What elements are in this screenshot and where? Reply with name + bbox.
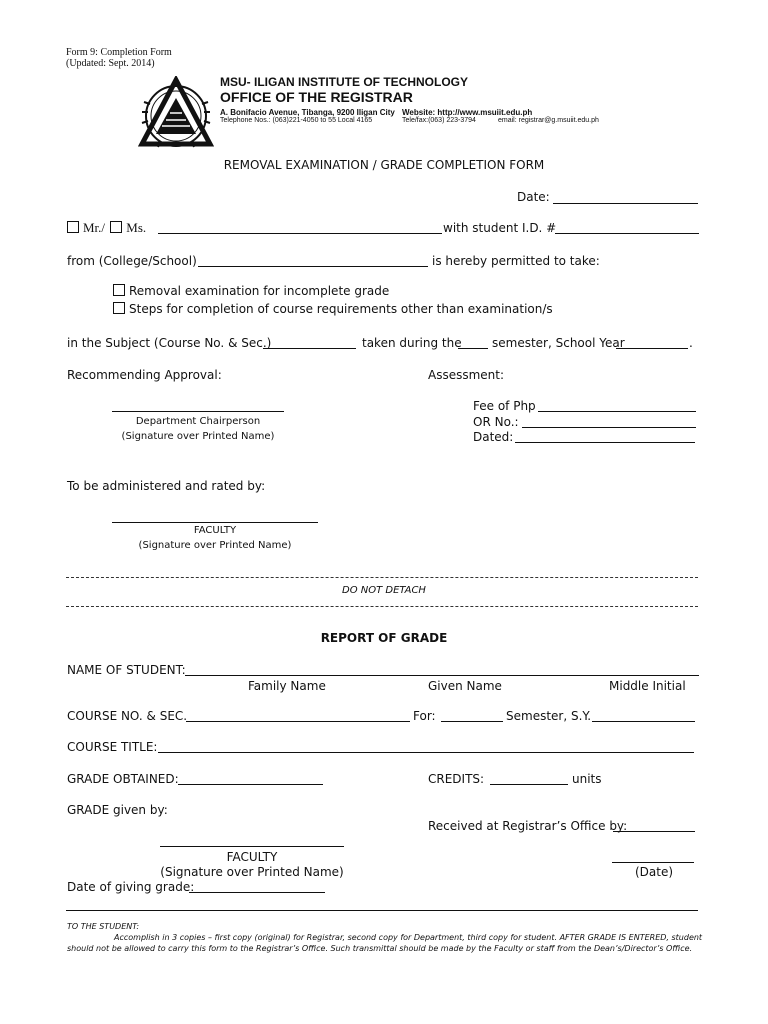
or-label: OR No.: [473, 415, 519, 429]
institute-name: MSU- ILIGAN INSTITUTE OF TECHNOLOGY [220, 75, 468, 89]
form-number: Form 9: Completion Form [66, 47, 172, 58]
option-removal-label: Removal examination for incomplete grade [129, 284, 390, 298]
units-label: units [572, 772, 602, 786]
dated-label: Dated: [473, 430, 514, 444]
semester-sy-field[interactable] [592, 721, 695, 722]
school-year-field[interactable] [616, 348, 688, 349]
detach-line-bottom [66, 606, 698, 607]
removal-checkbox[interactable] [113, 284, 125, 296]
semester-sy-label: Semester, S.Y. [506, 709, 592, 723]
grade-obtained-label: GRADE OBTAINED: [67, 772, 179, 786]
semester-field[interactable] [458, 348, 488, 349]
report-title: REPORT OF GRADE [320, 631, 448, 645]
do-not-detach: DO NOT DETACH [342, 585, 426, 596]
course-no-label: COURSE NO. & SEC. [67, 709, 188, 723]
administered-label: To be administered and rated by: [67, 479, 266, 493]
form-updated: (Updated: Sept. 2014) [66, 58, 155, 69]
report-faculty-label: FACULTY [226, 850, 278, 864]
date-field[interactable] [553, 203, 698, 204]
college-label: from (College/School) [67, 254, 197, 268]
ms-label: Ms. [126, 220, 147, 235]
detach-line-top [66, 577, 698, 578]
semester-label: semester, School Year [492, 336, 625, 350]
footer-instruction-1: Accomplish in 3 copies – first copy (original) for Registrar, second copy for Department, third copy for student. AFTER GRADE IS ENTERED, student [114, 933, 703, 942]
office-website: Website: http://www.msuiit.edu.ph [402, 108, 533, 117]
fee-field[interactable] [538, 411, 696, 412]
office-email: email: registrar@g.msuiit.edu.ph [498, 117, 599, 124]
credits-field[interactable] [490, 784, 568, 785]
mr-checkbox[interactable] [67, 221, 79, 233]
office-telephone: Telephone Nos.: (063)221-4050 to 55 Local 4165 [220, 117, 373, 124]
course-title-label: COURSE TITLE: [67, 740, 158, 754]
chairperson-label: Department Chairperson [135, 416, 261, 427]
student-name-label: NAME OF STUDENT: [67, 663, 186, 677]
student-name-field[interactable] [158, 233, 442, 234]
received-date-label: (Date) [634, 865, 674, 879]
option-steps [113, 302, 553, 316]
permitted-label: is hereby permitted to take: [432, 254, 600, 268]
dated-field[interactable] [515, 442, 695, 443]
student-id-label: with student I.D. # [443, 221, 557, 235]
course-no-field[interactable] [186, 721, 410, 722]
or-field[interactable] [522, 427, 696, 428]
faculty-signature-line[interactable] [112, 522, 318, 523]
subject-field[interactable] [263, 348, 356, 349]
given-name-label: Given Name [428, 679, 502, 693]
date-giving-field[interactable] [189, 892, 325, 893]
option-removal [113, 284, 389, 298]
footer-instruction-2: should not be allowed to carry this form to the Registrar’s Office. Such transmittal should be made by the Faculty or staff from the Dean’s/Director’s Office. [67, 944, 693, 953]
recommending-label: Recommending Approval: [67, 368, 222, 382]
faculty-sig-label: (Signature over Printed Name) [138, 540, 292, 551]
subject-period: . [689, 336, 693, 350]
office-name: OFFICE OF THE REGISTRAR [220, 89, 413, 105]
ms-checkbox[interactable] [110, 221, 122, 233]
steps-checkbox[interactable] [113, 302, 125, 314]
chairperson-sig-label: (Signature over Printed Name) [121, 431, 275, 442]
footer-to-student: TO THE STUDENT: [67, 922, 140, 931]
received-field[interactable] [613, 831, 695, 832]
salutation-group [67, 220, 146, 236]
faculty-label: FACULTY [193, 525, 237, 536]
fee-label: Fee of Php [473, 399, 536, 413]
taken-label: taken during the [362, 336, 462, 350]
chairperson-signature-line[interactable] [112, 411, 284, 412]
option-steps-label: Steps for completion of course requirements other than examination/s [129, 302, 553, 316]
for-label: For: [413, 709, 436, 723]
form-title: REMOVAL EXAMINATION / GRADE COMPLETION FORM [223, 158, 545, 172]
received-date-line[interactable] [612, 862, 694, 863]
for-field[interactable] [441, 721, 503, 722]
credits-label: CREDITS: [428, 772, 485, 786]
mr-label: Mr./ [83, 220, 106, 235]
family-name-label: Family Name [248, 679, 326, 693]
middle-initial-label: Middle Initial [609, 679, 686, 693]
institute-logo [138, 76, 214, 152]
report-name-field[interactable] [185, 675, 699, 676]
grade-given-by-label: GRADE given by: [67, 803, 168, 817]
office-telefax: Tele/fax:(063) 223-3794 [402, 117, 476, 124]
college-field[interactable] [198, 266, 428, 267]
received-label: Received at Registrar’s Office by: [428, 819, 628, 833]
assessment-label: Assessment: [428, 368, 505, 382]
report-faculty-sig-label: (Signature over Printed Name) [160, 865, 344, 879]
footer-separator [66, 910, 698, 911]
grade-obtained-field[interactable] [178, 784, 323, 785]
office-address: A. Bonifacio Avenue, Tibanga, 9200 Iligan City [220, 108, 395, 117]
date-label: Date: [517, 190, 550, 204]
date-giving-label: Date of giving grade: [67, 880, 195, 894]
subject-label: in the Subject (Course No. & Sec.) [67, 336, 272, 350]
course-title-field[interactable] [158, 752, 694, 753]
student-id-field[interactable] [555, 233, 699, 234]
report-faculty-signature-line[interactable] [160, 846, 344, 847]
